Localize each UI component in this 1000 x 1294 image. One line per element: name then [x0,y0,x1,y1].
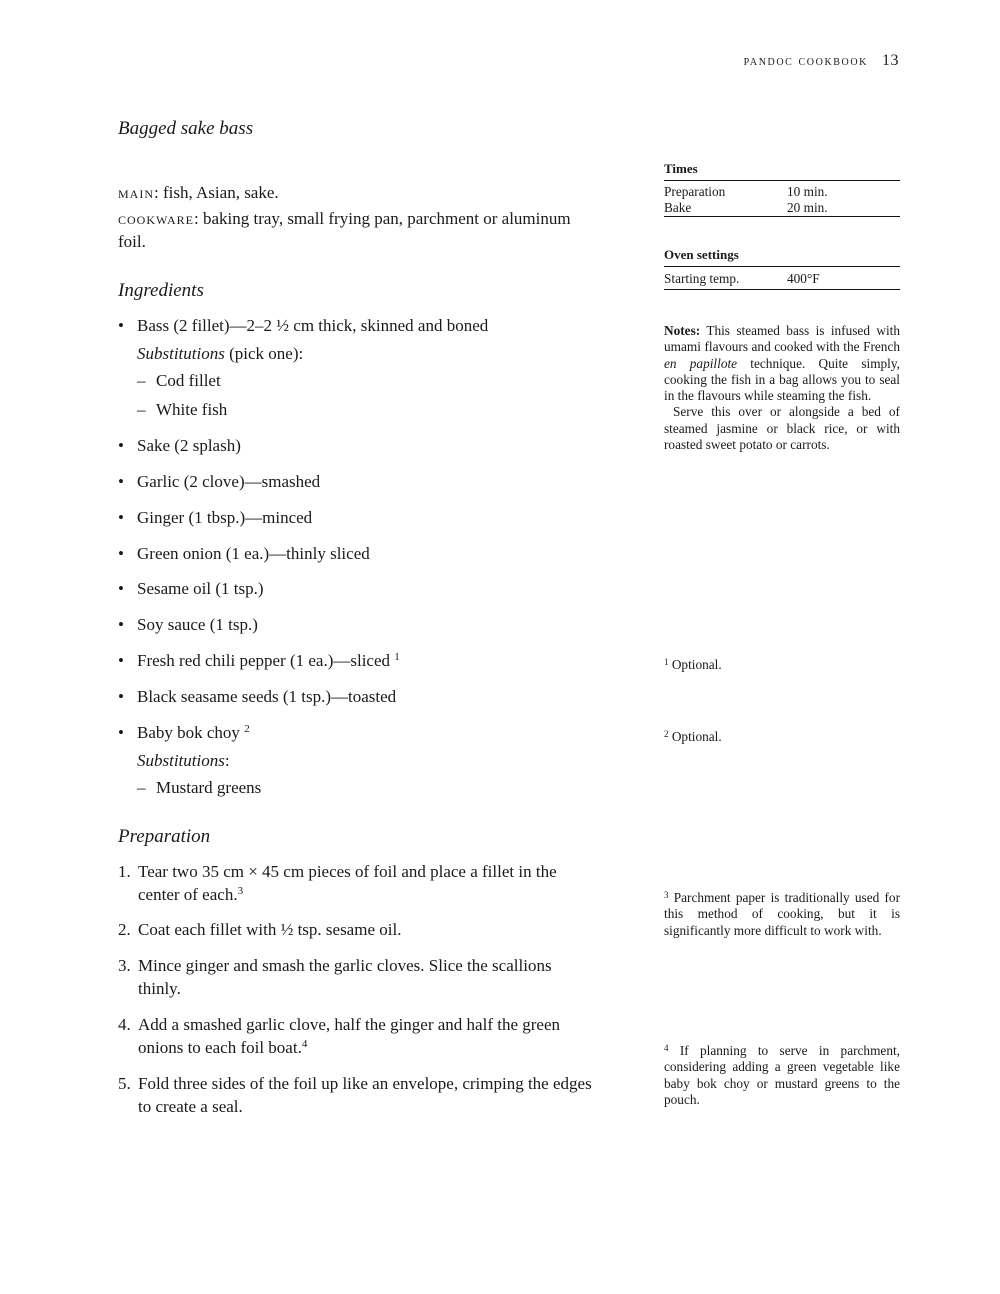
substitutions-suffix: (pick one): [224,344,304,363]
ingredient-bokchoy [137,721,250,745]
footnote-text: Optional. [671,729,722,744]
cookware-line-2: foil. [118,232,146,251]
ingredient-sake: Sake (2 splash) [137,436,241,455]
bullet: • [118,651,124,670]
time-label-prep: Preparation [664,184,726,200]
footnote-ref[interactable]: 3 [237,885,244,897]
step-text-cont: to create a seal. [138,1097,243,1116]
cookware-value: : baking tray, small frying pan, parchment or aluminum [194,209,571,228]
cookware-line [118,207,571,231]
oven-label: Starting temp. [664,271,740,287]
times-rows [664,181,900,216]
ingredient-sesame: Sesame oil (1 tsp.) [137,579,264,598]
step-text-cont: thinly. [138,979,181,998]
footnote-mark: 2 [664,729,669,739]
notes-italic: en papillote [664,355,738,371]
table-bottom-rule [664,216,900,217]
times-table [664,161,900,217]
bokchoy-text: Baby bok choy [137,723,240,742]
bullet: • [118,723,124,742]
bullet: • [118,579,124,598]
bullet: • [118,316,124,335]
bullet: • [118,436,124,455]
footnote-text: If planning to serve in parchment, considering adding a green vegetable like baby bok choy or mustard greens to the pouch. [664,1043,900,1107]
step-text-line: onions to each foil boat. [138,1038,302,1057]
running-head [744,52,899,70]
substitutions-italic: Substitutions [137,751,225,770]
time-label-bake: Bake [664,200,692,216]
footnote [664,1040,900,1108]
time-value-bake: 20 min. [787,200,828,216]
ingredient-chili [137,649,400,673]
notes [664,323,900,453]
oven-value: 400°F [787,271,820,287]
step-number: 2. [118,920,131,939]
footnote-ref[interactable]: 4 [301,1038,308,1050]
notes-label: Notes: [664,323,701,338]
step-number: 1. [118,862,131,881]
time-value-prep: 10 min. [787,184,828,200]
footnote [664,726,900,745]
step-text: Fold three sides of the foil up like an envelope, crimping the edges [138,1074,592,1093]
times-title: Times [664,161,698,176]
footnote-text: Parchment paper is traditionally used for this method of cooking, but it is significantly more difficult to work with. [664,890,901,938]
notes-text: technique. Quite simply, cooking the fish in a bag allows you to seal in the flavours while steaming the fish. [664,355,900,404]
main-tags [118,181,279,205]
sub-white-fish: White fish [156,400,228,419]
running-title: pandoc cookbook [743,54,868,69]
footnote [664,654,900,673]
step-text: Mince ginger and smash the garlic cloves. Slice the scallions [138,956,552,975]
oven-table [664,247,900,290]
substitutions-label [137,749,230,773]
main-label: main [118,183,154,202]
footnote-mark: 3 [664,890,669,900]
dash: – [137,400,146,419]
step-number: 4. [118,1015,131,1034]
page-number: 13 [882,52,899,69]
step-text-cont [138,883,243,907]
table-bottom-rule [664,289,900,290]
footnote [664,887,900,939]
ingredients-heading: Ingredients [118,280,204,301]
ingredient-onion: Green onion (1 ea.)—thinly sliced [137,544,370,563]
step-text: Coat each fillet with ½ tsp. sesame oil. [138,920,402,939]
ingredient-garlic: Garlic (2 clove)—smashed [137,472,321,491]
bullet: • [118,472,124,491]
step-text: Add a smashed garlic clove, half the ginger and half the green [138,1015,561,1034]
dash: – [137,778,146,797]
footnote-mark: 1 [664,657,669,667]
ingredient-bass: Bass (2 fillet)—2–2 ½ cm thick, skinned and boned [137,316,489,335]
bullet: • [118,544,124,563]
notes-paragraph-2: Serve this over or alongside a bed of steamed jasmine or black rice, or with roasted sweet potato or carrots. [664,404,900,453]
step-text: Tear two 35 cm × 45 cm pieces of foil and place a fillet in the [138,862,557,881]
oven-title: Oven settings [664,247,739,262]
step-number: 5. [118,1074,131,1093]
cookware-label: cookware [118,209,194,228]
bullet: • [118,687,124,706]
sub-cod: Cod fillet [156,371,221,390]
substitutions-italic: Substitutions [137,344,225,363]
footnote-text: Optional. [671,657,722,672]
substitutions-suffix: : [224,751,230,770]
step-text-line: center of each. [138,885,238,904]
step-number: 3. [118,956,131,975]
step-text-cont [138,1036,307,1060]
footnote-ref[interactable]: 1 [394,651,400,663]
ingredient-ginger: Ginger (1 tbsp.)—minced [137,508,313,527]
bullet: • [118,615,124,634]
recipe-title: Bagged sake bass [118,118,254,139]
substitutions-label [137,342,303,366]
main-value: : fish, Asian, sake. [154,183,279,202]
preparation-heading: Preparation [118,826,211,847]
notes-paragraph-1 [664,323,900,404]
ingredient-seeds: Black seasame seeds (1 tsp.)—toasted [137,687,397,706]
oven-rows [664,267,900,289]
sub-mustard: Mustard greens [156,778,262,797]
bullet: • [118,508,124,527]
chili-text: Fresh red chili pepper (1 ea.)—sliced [137,651,391,670]
ingredient-soy: Soy sauce (1 tsp.) [137,615,258,634]
dash: – [137,371,146,390]
notes-text: This steamed bass is infused with umami flavours and cooked with the French [664,323,900,355]
footnote-ref[interactable]: 2 [244,723,250,735]
footnote-mark: 4 [664,1043,669,1053]
